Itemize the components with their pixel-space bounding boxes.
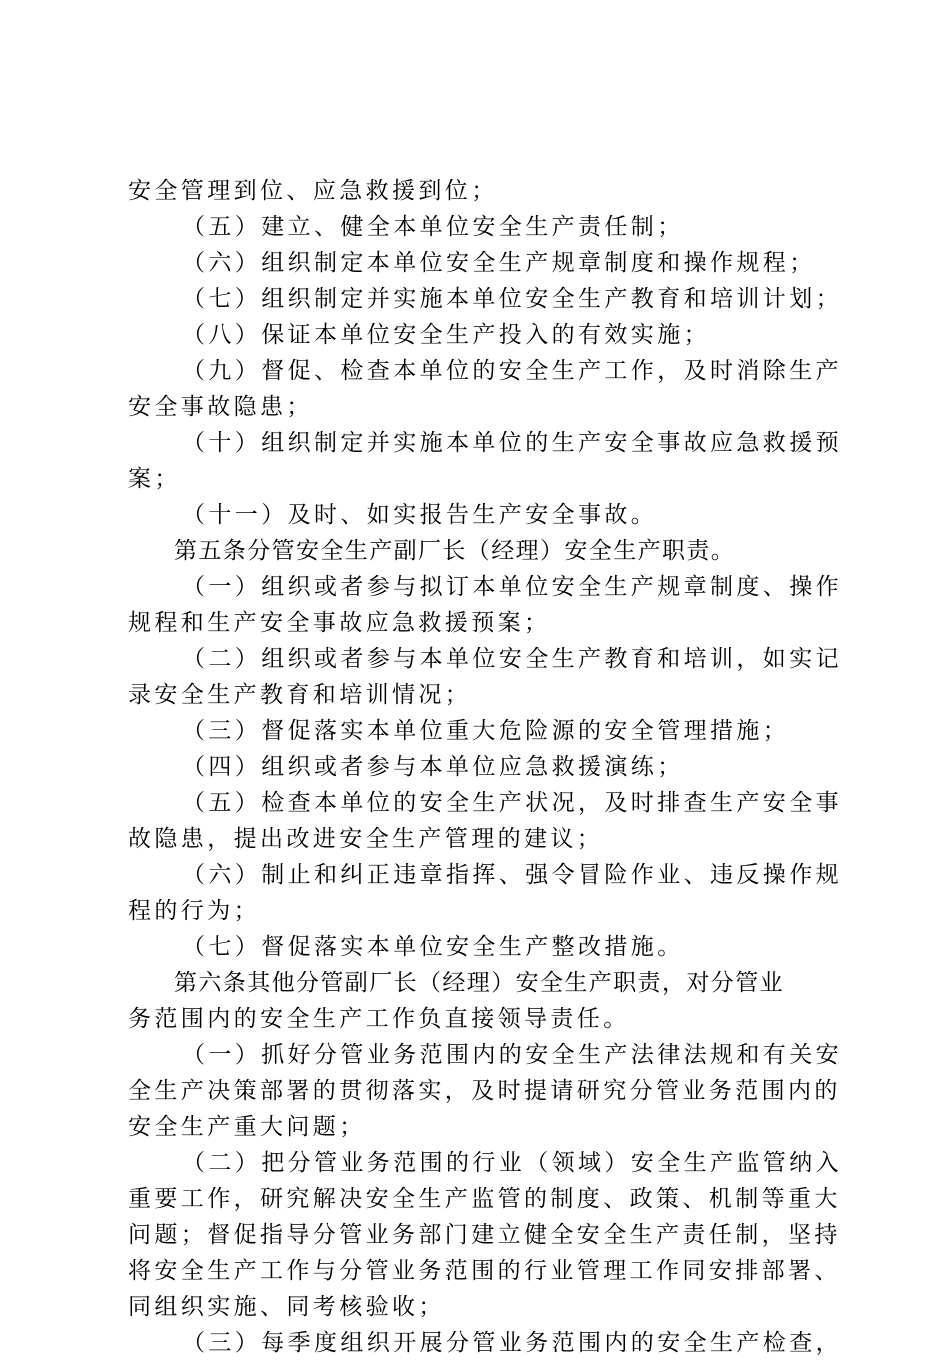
text-line: 务范围内的安全生产工作负直接领导责任。 [128,1006,630,1032]
text-line: 将安全生产工作与分管业务范围的行业管理工作同安排部署、 [128,1258,841,1284]
text-line: （九）督促、检查本单位的安全生产工作，及时消除生产 [182,358,842,384]
article-heading: 第六条其他分管副厂长（经理）安全生产职责，对分管业 [174,970,784,996]
text-line: 安全事故隐患； [128,394,313,420]
text-line: （二）把分管业务范围的行业（领域）安全生产监管纳入 [182,1150,842,1176]
text-line: （五）建立、健全本单位安全生产责任制； [182,214,684,240]
text-line: 案； [128,466,181,492]
text-line: （十一）及时、如实报告生产安全事故。 [182,502,658,528]
document-body [128,173,842,1361]
article-heading: 第五条分管安全生产副厂长（经理）安全生产职责。 [174,538,736,564]
text-line: （五）检查本单位的安全生产状况，及时排查生产安全事 [182,790,842,816]
text-line: （一）组织或者参与拟订本单位安全生产规章制度、操作 [182,574,842,600]
text-line: 规程和生产安全事故应急救援预案； [128,610,551,636]
text-line: 问题；督促指导分管业务部门建立健全安全生产责任制，坚持 [128,1222,841,1248]
text-line: （七）组织制定并实施本单位安全生产教育和培训计划； [182,286,842,312]
text-line: 全生产决策部署的贯彻落实，及时提请研究分管业务范围内的 [128,1078,841,1104]
text-line: （七）督促落实本单位安全生产整改措施。 [182,934,684,960]
text-line: 安全管理到位、应急救援到位； [128,178,498,204]
text-line: （一）抓好分管业务范围内的安全生产法律法规和有关安 [182,1042,842,1068]
text-line: 故隐患，提出改进安全生产管理的建议； [128,826,604,852]
text-line: （三）督促落实本单位重大危险源的安全管理措施； [182,718,790,744]
text-line: 重要工作，研究解决安全生产监管的制度、政策、机制等重大 [128,1186,841,1212]
text-line: 安全生产重大问题； [128,1114,366,1140]
text-line: （三）每季度组织开展分管业务范围内的安全生产检查， [182,1330,842,1356]
text-line: 程的行为； [128,898,260,924]
text-line: （四）组织或者参与本单位应急救援演练； [182,754,684,780]
text-line: （八）保证本单位安全生产投入的有效实施； [182,322,710,348]
text-line: （六）制止和纠正违章指挥、强令冒险作业、违反操作规 [182,862,842,888]
text-line: 录安全生产教育和培训情况； [128,682,472,708]
text-line: （十）组织制定并实施本单位的生产安全事故应急救援预 [182,430,842,456]
text-line: （二）组织或者参与本单位安全生产教育和培训，如实记 [182,646,842,672]
text-line: （六）组织制定本单位安全生产规章制度和操作规程； [182,250,816,276]
text-line: 同组织实施、同考核验收； [128,1294,445,1320]
